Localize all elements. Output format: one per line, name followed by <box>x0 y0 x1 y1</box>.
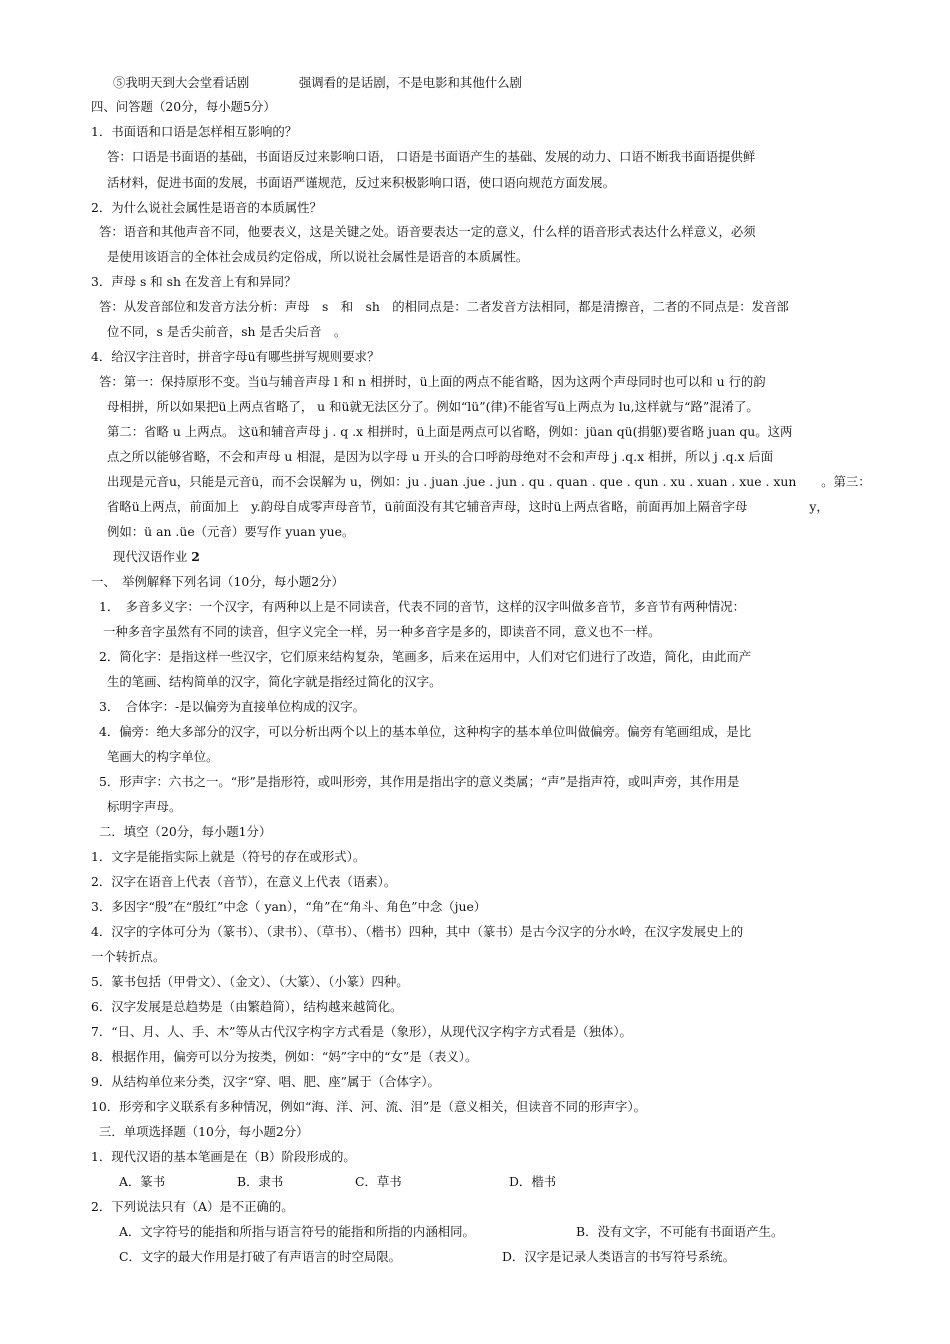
answer-line: 是使用该语言的全体社会成员约定俗成，所以说社会属性是语音的本质属性。 <box>107 249 529 264</box>
answer-line: 第二：省略 u 上两点。 这ü和辅音声母 j . q .x 相拼时，ü上面是两点可以省略，例如：jüan qü(捐躯)要省略 juan qu。这两 <box>107 424 793 439</box>
choice-option: A．文字符号的能指和所指与语言符号的能指和所指的内涵相同。 <box>119 1224 475 1239</box>
answer-line: 答：口语是书面语的基础，书面语反过来影响口语， 口语是书面语产生的基础、发展的动力、口语不断我书面语提供鲜 <box>107 149 756 164</box>
fill-in-item: 3．多因字“殷”在“殷红”中念（ yan），“角”在“角斗、角色”中念（jue） <box>91 899 487 914</box>
answer-line: 5．形声字：六书之一。“形”是指形符，或叫形旁，其作用是指出字的意义类属；“声”是指声符，或叫声旁，其作用是 <box>99 774 740 789</box>
fill-in-item: 6．汉字发展是总趋势是（由繁趋简），结构越来越简化。 <box>91 999 403 1014</box>
choice-option: D．楷书 <box>509 1174 557 1189</box>
choice-option: A．篆书 <box>119 1174 166 1189</box>
section-heading: 一、 举例解释下列名词（10分，每小题2分） <box>91 574 344 589</box>
question: 1．书面语和口语是怎样相互影响的？ <box>91 124 298 139</box>
fill-in-item: 1．文字是能指实际上就是（符号的存在或形式）。 <box>91 849 366 864</box>
choice-question: 1．现代汉语的基本笔画是在（B）阶段形成的。 <box>91 1149 356 1164</box>
answer-line: 省略ü上两点，前面加上 y.韵母自成零声母音节，ü前面没有其它辅音声母，这时ü上两点省略，前面再加上隔音字母 y， <box>107 499 829 514</box>
fill-in-item: 5．篆书包括（甲骨文）、（金文）、（大篆）、（小篆）四种。 <box>91 974 409 989</box>
fill-in-item: 8．根据作用，偏旁可以分为按类，例如：“妈”字中的“女”是（表义）。 <box>91 1049 478 1064</box>
text-line: ⑤我明天到大会堂看话剧 强调看的是话剧，不是电影和其他什么剧 <box>113 75 522 90</box>
section-heading: 三．单项选择题（10分，每小题2分） <box>99 1124 309 1139</box>
answer-line: 一种多音字虽然有不同的读音，但字义完全一样，另一种多音字是多的，即读音不同，意义也不一样。 <box>103 624 661 639</box>
section-heading: 四、问答题（20分，每小题5分） <box>91 99 276 114</box>
answer-line: 答：第一：保持原形不变。当ü与辅音声母 l 和 n 相拼时，ü上面的两点不能省略，因为这两个声母同时也可以和 u 行的韵 <box>99 374 766 389</box>
choice-question: 2．下列说法只有（A）是不正确的。 <box>91 1199 294 1214</box>
answer-line: 4．偏旁：绝大多部分的汉字，可以分析出两个以上的基本单位，这种构字的基本单位叫做偏旁。偏旁有笔画组成，是比 <box>99 724 752 739</box>
choice-option: C．文字的最大作用是打破了有声语言的时空局限。 <box>119 1249 402 1264</box>
fill-in-item: 9．从结构单位来分类，汉字“穿、唱、肥、座”属于（合体字）。 <box>91 1074 440 1089</box>
answer-line: 1． 多音多义字：一个汉字，有两种以上是不同读音，代表不同的音节，这样的汉字叫做多音节，多音节有两种情况： <box>99 599 745 614</box>
fill-in-item: 7．“日、月、人、手、木”等从古代汉字构字方式看是（象形），从现代汉字构字方式看是（独体）。 <box>91 1024 632 1039</box>
answer-line: 例如：ü an .üe（元音）要写作 yuan yue。 <box>107 524 355 539</box>
fill-in-item: 4．汉字的字体可分为（篆书）、（隶书）、（草书）、（楷书）四种，其中（篆书）是古今汉字的分水岭，在汉字发展史上的 <box>91 924 744 939</box>
answer-line: 3． 合体字：-是以偏旁为直接单位构成的汉字。 <box>99 699 366 714</box>
answer-line: 答：从发音部位和发音方法分析：声母 s 和 sh 的相同点是：二者发音方法相同，都是清擦音，二者的不同点是：发音部 <box>99 299 789 314</box>
answer-line: 出现是元音u，只能是元音ü，而不会误解为 u，例如：ju . juan .jue . jun . qu . quan . que . qun . xu . xuan . xue . xun 。第三： <box>107 474 871 489</box>
fill-in-item: 一个转折点。 <box>91 949 166 964</box>
answer-line: 答：语音和其他声音不同，他要表义，这是关键之处。语音要表达一定的意义，什么样的语音形式表达什么样意义，必须 <box>99 224 756 239</box>
choice-option: B．隶书 <box>237 1174 284 1189</box>
answer-line: 活材料，促进书面的发展，书面语严谨规范，反过来积极影响口语，使口语向规范方面发展。 <box>107 175 616 190</box>
assignment-number: 2 <box>191 549 200 564</box>
fill-in-item: 10．形旁和字义联系有多种情况，例如“海、洋、河、流、泪”是（意义相关，但读音不同的形声字）。 <box>91 1099 647 1114</box>
question: 2．为什么说社会属性是语音的本质属性？ <box>91 200 322 215</box>
choice-option: B．没有文字，不可能有书面语产生。 <box>576 1224 784 1239</box>
answer-line: 标明字声母。 <box>107 799 182 814</box>
answer-line: 位不同，s 是舌尖前音，sh 是舌尖后音 。 <box>107 324 347 339</box>
assignment-title <box>113 548 200 566</box>
answer-line: 笔画大的构字单位。 <box>107 749 219 764</box>
fill-in-item: 2．汉字在语音上代表（音节），在意义上代表（语素）。 <box>91 874 397 889</box>
assignment-title-text: 现代汉语作业 <box>113 549 188 564</box>
choice-option: D．汉字是记录人类语言的书写符号系统。 <box>502 1249 735 1264</box>
answer-line: 2．简化字：是指这样一些汉字，它们原来结构复杂，笔画多，后来在运用中，人们对它们进行了改造，简化，由此而产 <box>99 649 752 664</box>
answer-line: 母相拼，所以如果把ü上两点省略了， u 和ü就无法区分了。例如“lü”(律)不能省写ü上两点为 lu,这样就与“路”混淆了。 <box>107 399 759 414</box>
section-heading: 二．填空（20分，每小题1分） <box>99 824 272 839</box>
answer-line: 点之所以能够省略，不会和声母 u 相混，是因为以字母 u 开头的合口呼韵母绝对不会和声母 j .q.x 相拼，所以 j .q.x 后面 <box>107 449 774 464</box>
choice-option: C．草书 <box>355 1174 402 1189</box>
answer-line: 生的笔画、结构简单的汉字，简化字就是指经过简化的汉字。 <box>107 674 442 689</box>
question: 3．声母 s 和 sh 在发音上有和异同？ <box>91 274 297 289</box>
question: 4．给汉字注音时，拼音字母ü有哪些拼写规则要求？ <box>91 349 380 364</box>
